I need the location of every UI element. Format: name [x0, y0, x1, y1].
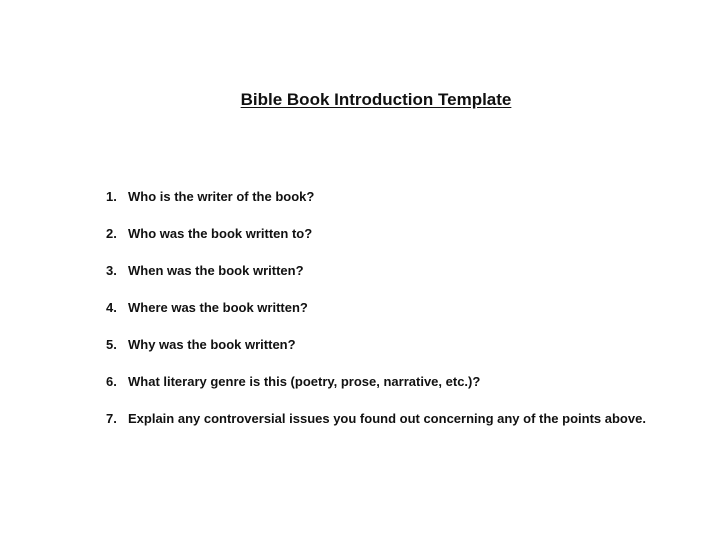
question-number: 5.: [106, 337, 117, 352]
question-text: Where was the book written?: [128, 300, 308, 315]
question-item: [106, 374, 646, 411]
question-item: [106, 189, 646, 226]
question-number: 4.: [106, 300, 117, 315]
question-number: 6.: [106, 374, 117, 389]
question-number: 2.: [106, 226, 117, 241]
question-item: [106, 263, 646, 300]
question-number: 7.: [106, 411, 117, 426]
question-text: Why was the book written?: [128, 337, 296, 352]
document-title: [0, 90, 720, 110]
question-text: Explain any controversial issues you found out concerning any of the points above.: [128, 411, 646, 426]
question-item: [106, 337, 646, 374]
question-item: [106, 411, 646, 448]
question-list: [106, 189, 646, 448]
question-text: When was the book written?: [128, 263, 304, 278]
question-text: Who was the book written to?: [128, 226, 313, 241]
question-item: [106, 226, 646, 263]
question-text: Who is the writer of the book?: [128, 189, 315, 204]
question-number: 1.: [106, 189, 117, 204]
question-number: 3.: [106, 263, 117, 278]
question-item: [106, 300, 646, 337]
question-text: What literary genre is this (poetry, prose, narrative, etc.)?: [128, 374, 481, 389]
document-title-text: Bible Book Introduction Template: [240, 90, 512, 109]
